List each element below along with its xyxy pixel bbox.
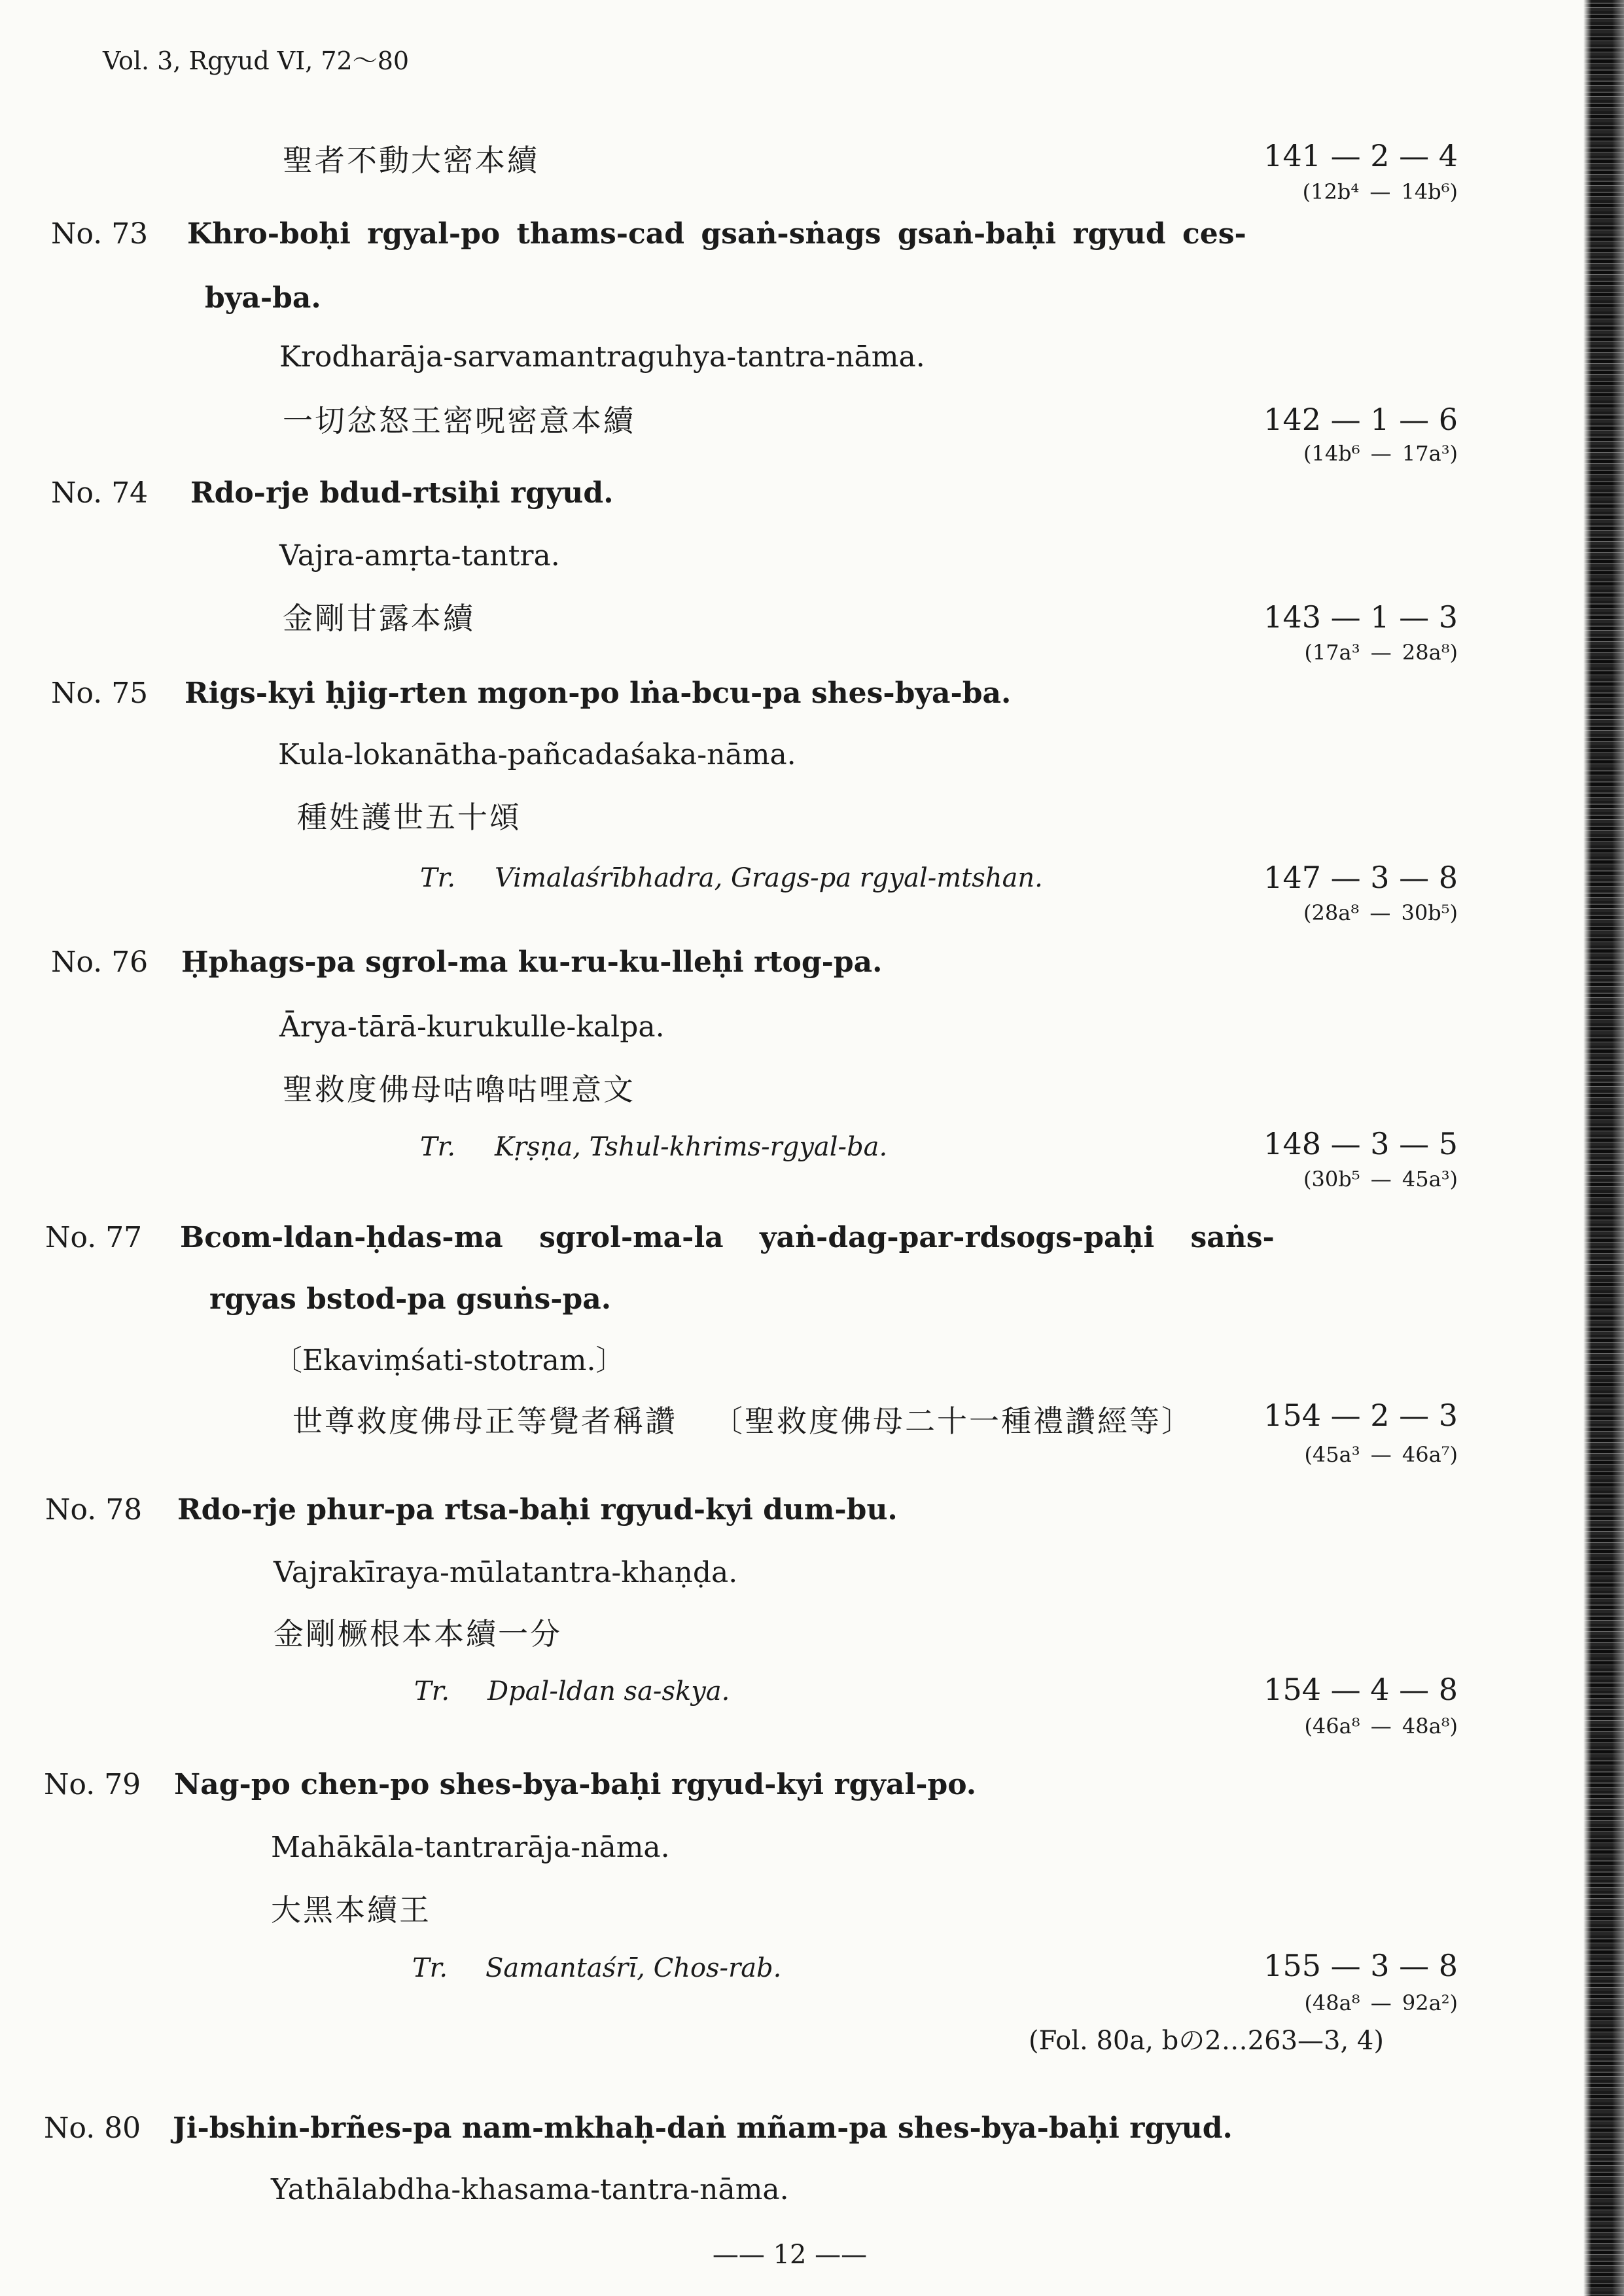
translator-names: Dpal-ldan sa-skya.	[487, 1676, 730, 1706]
page-number: —— 12 ——	[712, 2240, 868, 2270]
entry-number: No. 77	[45, 1221, 143, 1254]
folio-range: (46a⁸ — 48a⁸)	[1304, 1714, 1458, 1739]
chinese-title: 聖者不動大密本續	[283, 143, 539, 178]
chinese-title: 金剛橛根本本續一分	[274, 1616, 562, 1651]
tibetan-title-line-1: Khro-boḥi rgyal-po thams-cad gsaṅ-sṅags gsaṅ-baḥi rgyud ces-	[187, 217, 1246, 251]
folio-note: (Fol. 80a, bの2…263—3, 4)	[1029, 2026, 1384, 2056]
translator-prefix: Tr.	[412, 1953, 448, 1983]
reference-number: 154 — 4 — 8	[1263, 1672, 1458, 1707]
tibetan-title-line-2: rgyas bstod-pa gsuṅs-pa.	[209, 1282, 612, 1316]
running-head: Vol. 3, Rgyud VI, 72〜80	[103, 46, 410, 75]
reference-number: 154 — 2 — 3	[1263, 1398, 1458, 1433]
translator-prefix: Tr.	[420, 863, 456, 893]
reference-number: 155 — 3 — 8	[1263, 1948, 1458, 1983]
sanskrit-title: Yathālabdha-khasama-tantra-nāma.	[271, 2173, 789, 2206]
reference-number: 148 — 3 — 5	[1263, 1126, 1458, 1161]
reference-number: 147 — 3 — 8	[1263, 860, 1458, 895]
chinese-title-alternate: 〔聖救度佛母二十一種禮讚經等〕	[713, 1404, 1193, 1439]
tibetan-title-line-1: Bcom-ldan-ḥdas-ma sgrol-ma-la yaṅ-dag-par-rdsogs-paḥi saṅs-	[180, 1221, 1275, 1254]
entry-number: No. 73	[51, 217, 149, 251]
tibetan-title: Nag-po chen-po shes-bya-baḥi rgyud-kyi rgyal-po.	[174, 1768, 977, 1801]
tibetan-title: Rigs-kyi ḥjig-rten mgon-po lṅa-bcu-pa shes-bya-ba.	[185, 677, 1012, 710]
tibetan-title: Ḥphags-pa sgrol-ma ku-ru-ku-lleḥi rtog-pa.	[181, 945, 883, 979]
entry-number: No. 74	[51, 476, 149, 510]
chinese-title: 金剛甘露本續	[283, 601, 475, 636]
chinese-title: 世尊救度佛母正等覺者稱讚	[292, 1404, 677, 1439]
tibetan-title: Ji-bshin-brñes-pa nam-mkhaḥ-daṅ mñam-pa shes-bya-baḥi rgyud.	[173, 2111, 1233, 2145]
folio-range: (14b⁶ — 17a³)	[1303, 441, 1458, 466]
folio-range: (28a⁸ — 30b⁵)	[1303, 900, 1458, 925]
folio-range: (12b⁴ — 14b⁶)	[1302, 179, 1458, 204]
chinese-title: 大黑本續王	[271, 1892, 431, 1928]
sanskrit-title: Vajra-amṛta-tantra.	[279, 539, 560, 573]
entry-number: No. 79	[44, 1768, 141, 1801]
sanskrit-title: Ārya-tārā-kurukulle-kalpa.	[279, 1010, 665, 1044]
sanskrit-title: Mahākāla-tantrarāja-nāma.	[271, 1831, 670, 1864]
tibetan-title: Rdo-rje bdud-rtsiḥi rgyud.	[190, 476, 614, 510]
translator-prefix: Tr.	[414, 1676, 450, 1706]
tibetan-title-line-2: bya-ba.	[205, 281, 321, 315]
entry-number: No. 75	[51, 677, 149, 710]
chinese-title: 種姓護世五十頌	[297, 800, 521, 835]
translator-names: Vimalaśrībhadra, Grags-pa rgyal-mtshan.	[495, 863, 1043, 893]
reference-number: 141 — 2 — 4	[1263, 138, 1458, 173]
translator-prefix: Tr.	[420, 1132, 456, 1162]
tibetan-title: Rdo-rje phur-pa rtsa-baḥi rgyud-kyi dum-bu.	[177, 1493, 898, 1527]
scan-binding-shadow	[1583, 0, 1624, 2296]
folio-range: (48a⁸ — 92a²)	[1304, 1990, 1458, 2015]
sanskrit-title: Kula-lokanātha-pañcadaśaka-nāma.	[278, 738, 796, 771]
folio-range: (45a³ — 46a⁷)	[1304, 1442, 1458, 1467]
folio-range: (30b⁵ — 45a³)	[1303, 1167, 1458, 1192]
entry-number: No. 80	[44, 2111, 141, 2145]
chinese-title: 聖救度佛母咕嚕咕哩意文	[283, 1072, 635, 1107]
sanskrit-title: Krodharāja-sarvamantraguhya-tantra-nāma.	[279, 340, 925, 374]
sanskrit-title: Vajrakīraya-mūlatantra-khaṇḍa.	[274, 1556, 738, 1589]
entry-number: No. 78	[45, 1493, 143, 1527]
reference-number: 143 — 1 — 3	[1263, 599, 1458, 635]
reference-number: 142 — 1 — 6	[1263, 402, 1458, 437]
chinese-title: 一切忿怒王密呪密意本續	[283, 403, 635, 438]
translator-names: Kṛṣṇa, Tshul-khrims-rgyal-ba.	[495, 1132, 888, 1162]
entry-number: No. 76	[51, 945, 149, 979]
sanskrit-title: 〔Ekaviṃśati-stotram.〕	[274, 1344, 625, 1377]
translator-names: Samantaśrī, Chos-rab.	[485, 1953, 782, 1983]
folio-range: (17a³ — 28a⁸)	[1304, 640, 1458, 665]
